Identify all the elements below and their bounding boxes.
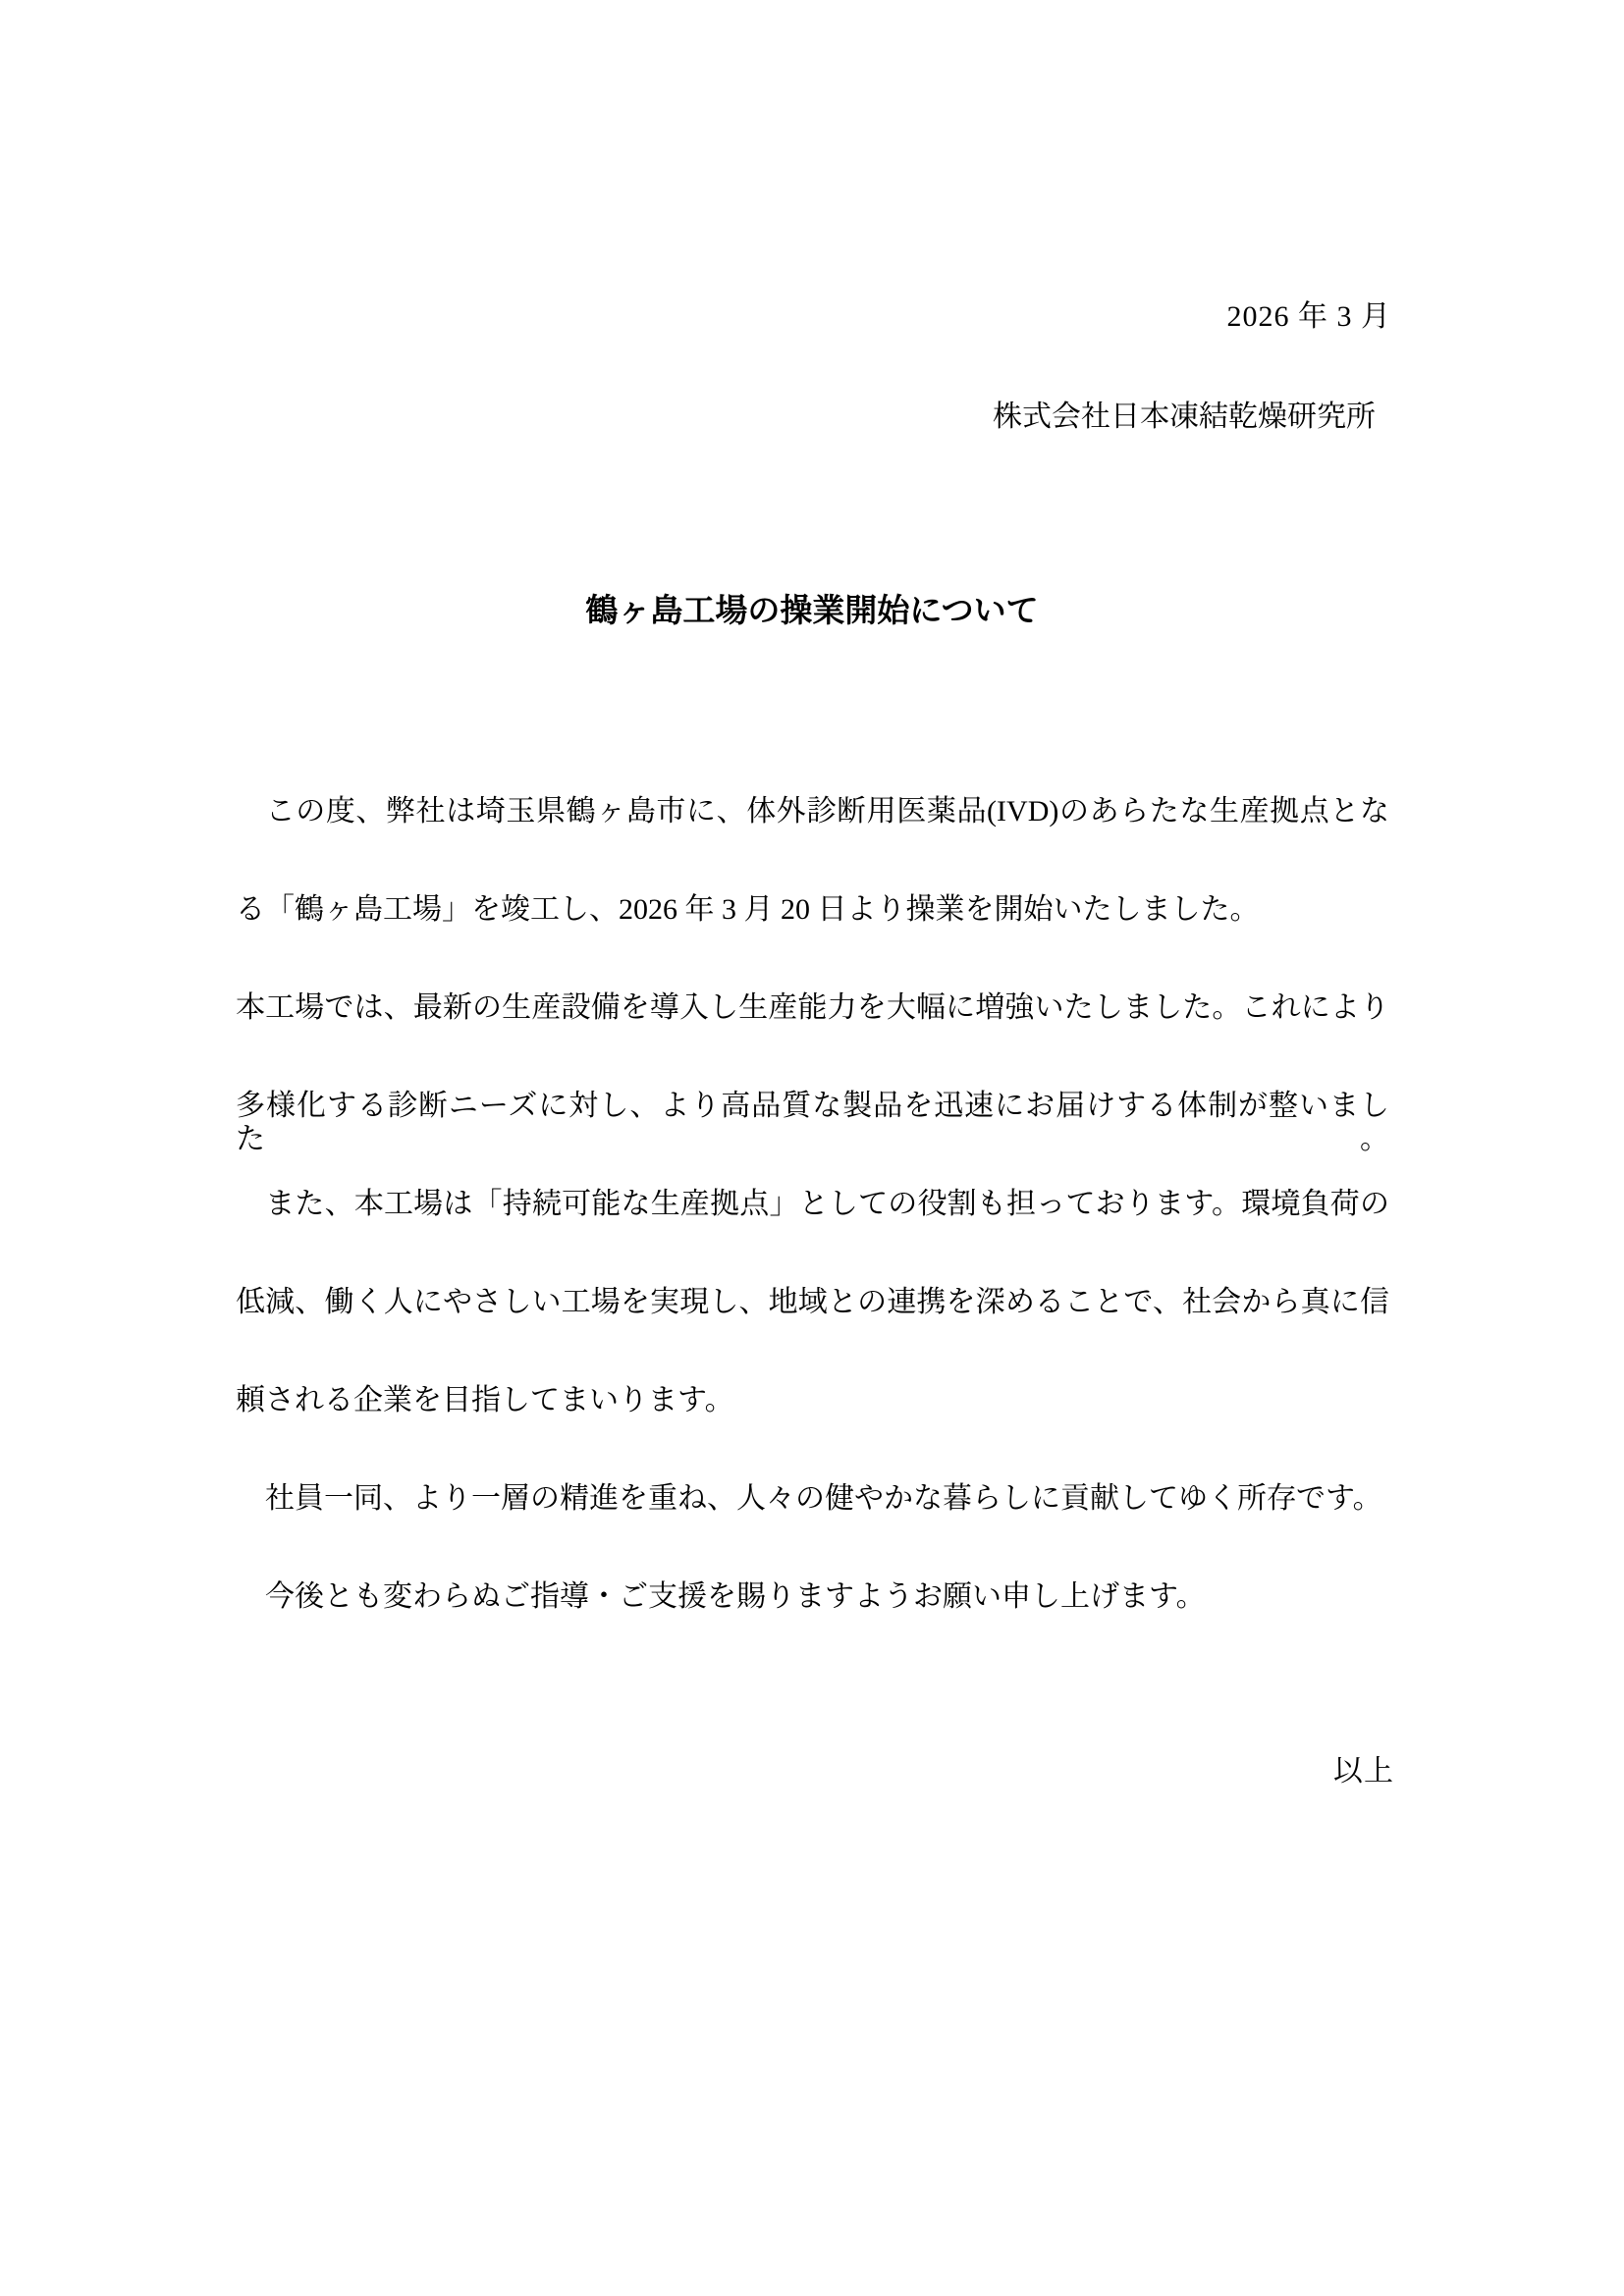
body-line: 社員一同、より一層の精進を重ね、人々の健やかな暮らしに貢献してゆく所存です。 — [236, 1482, 1382, 1515]
company-name: 株式会社日本凍結乾燥研究所 — [993, 400, 1376, 433]
body-line: この度、弊社は埼玉県鶴ヶ島市に、体外診断用医薬品(IVD)のあらたな生産拠点とな — [236, 795, 1389, 828]
body-line: 低減、働く人にやさしい工場を実現し、地域との連携を深めることで、社会から真に信 — [236, 1286, 1389, 1318]
body-line: 今後とも変わらぬご指導・ご支援を賜りますようお願い申し上げます。 — [236, 1580, 1206, 1613]
body-line: る「鶴ヶ島工場」を竣工し、2026 年 3 月 20 日より操業を開始いたしました。 — [236, 893, 1260, 926]
page-title: 鶴ヶ島工場の操業開始について — [585, 594, 1039, 629]
body-line: また、本工場は「持続可能な生産拠点」としての役割も担っております。環境負荷の — [236, 1188, 1389, 1220]
closing-label: 以上 — [1333, 1755, 1394, 1788]
body-line: 多様化する診断ニーズに対し、より高品質な製品を迅速にお届けする体制が整いました。 — [236, 1090, 1389, 1155]
body-line: 頼される企業を目指してまいります。 — [236, 1384, 734, 1416]
document-body — [236, 795, 1389, 1679]
date-line: 2026 年 3 月 — [1226, 300, 1391, 333]
body-line: 本工場では、最新の生産設備を導入し生産能力を大幅に増強いたしました。これにより — [236, 991, 1389, 1024]
